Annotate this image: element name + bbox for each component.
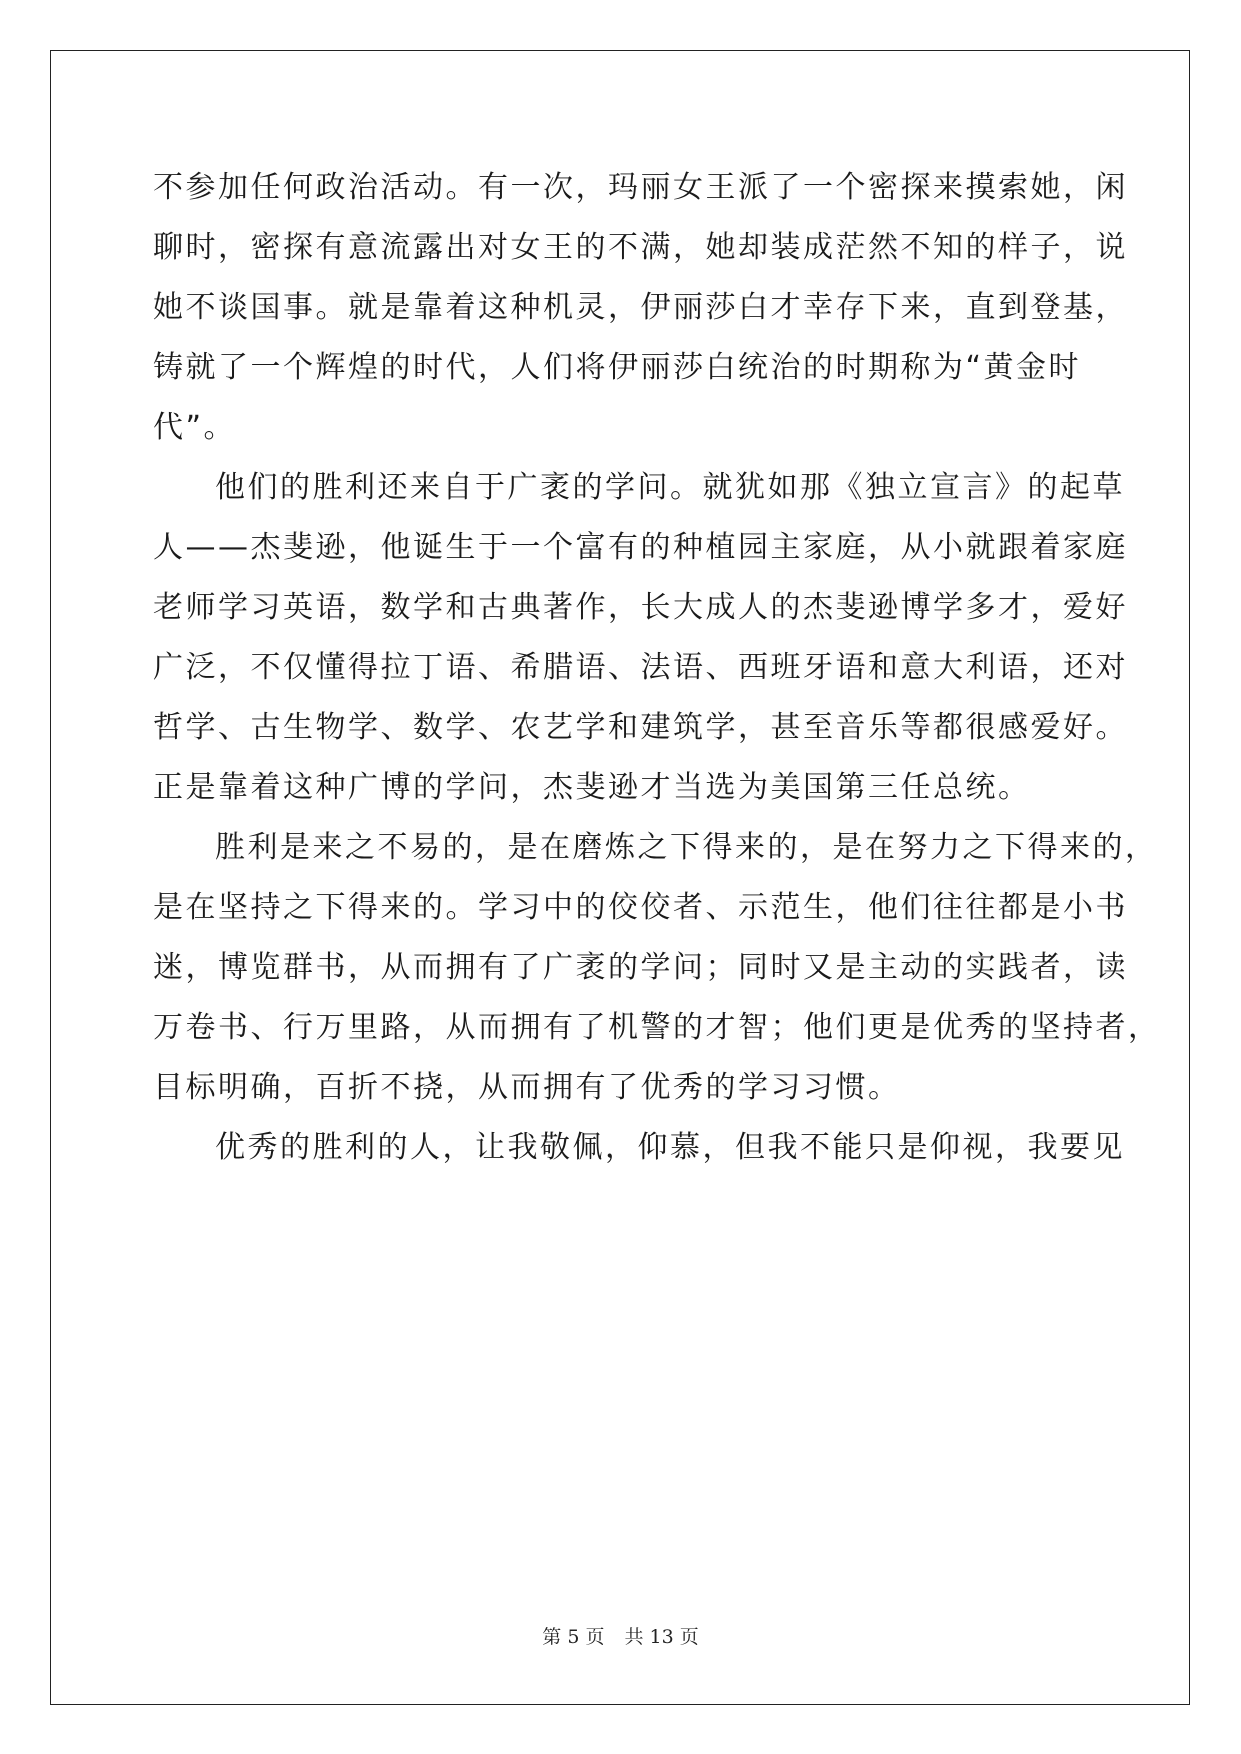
text-line: 优秀的胜利的人，让我敬佩，仰慕，但我不能只是仰视，我要见 (215, 1130, 1125, 1165)
text-line: 胜利是来之不易的，是在磨炼之下得来的，是在努力之下得来的， (215, 830, 1158, 865)
text-line: 哲学、古生物学、数学、农艺学和建筑学，甚至音乐等都很感爱好。 (153, 710, 1128, 745)
text-line: 正是靠着这种广博的学问，杰斐逊才当选为美国第三任总统。 (153, 770, 1031, 805)
text-line: 聊时，密探有意流露出对女王的不满，她却装成茫然不知的样子，说 (153, 230, 1128, 265)
text-line: 代”。 (153, 410, 237, 445)
text-line: 老师学习英语，数学和古典著作，长大成人的杰斐逊博学多才，爱好 (153, 590, 1128, 625)
text-line: 是在坚持之下得来的。学习中的佼佼者、示范生，他们往往都是小书 (153, 890, 1128, 925)
text-line: 万卷书、行万里路，从而拥有了机警的才智；他们更是优秀的坚持者， (153, 1010, 1161, 1045)
page-total: 共 13 页 (624, 1626, 699, 1648)
text-line: 他们的胜利还来自于广袤的学问。就犹如那《独立宣言》的起草 (215, 470, 1125, 505)
text-line: 人——杰斐逊，他诞生于一个富有的种植园主家庭，从小就跟着家庭 (153, 530, 1128, 565)
page-footer (0, 1622, 1241, 1649)
text-line: 目标明确，百折不挠，从而拥有了优秀的学习习惯。 (153, 1070, 901, 1105)
text-line: 她不谈国事。就是靠着这种机灵，伊丽莎白才幸存下来，直到登基， (153, 290, 1128, 325)
page-number: 第 5 页 (542, 1626, 605, 1648)
text-line: 迷，博览群书，从而拥有了广袤的学问；同时又是主动的实践者，读 (153, 950, 1128, 985)
text-line: 铸就了一个辉煌的时代，人们将伊丽莎白统治的时期称为“黄金时 (153, 350, 1082, 385)
text-line: 广泛，不仅懂得拉丁语、希腊语、法语、西班牙语和意大利语，还对 (153, 650, 1128, 685)
document-body (153, 158, 1161, 1178)
text-line: 不参加任何政治活动。有一次，玛丽女王派了一个密探来摸索她，闲 (153, 170, 1128, 205)
